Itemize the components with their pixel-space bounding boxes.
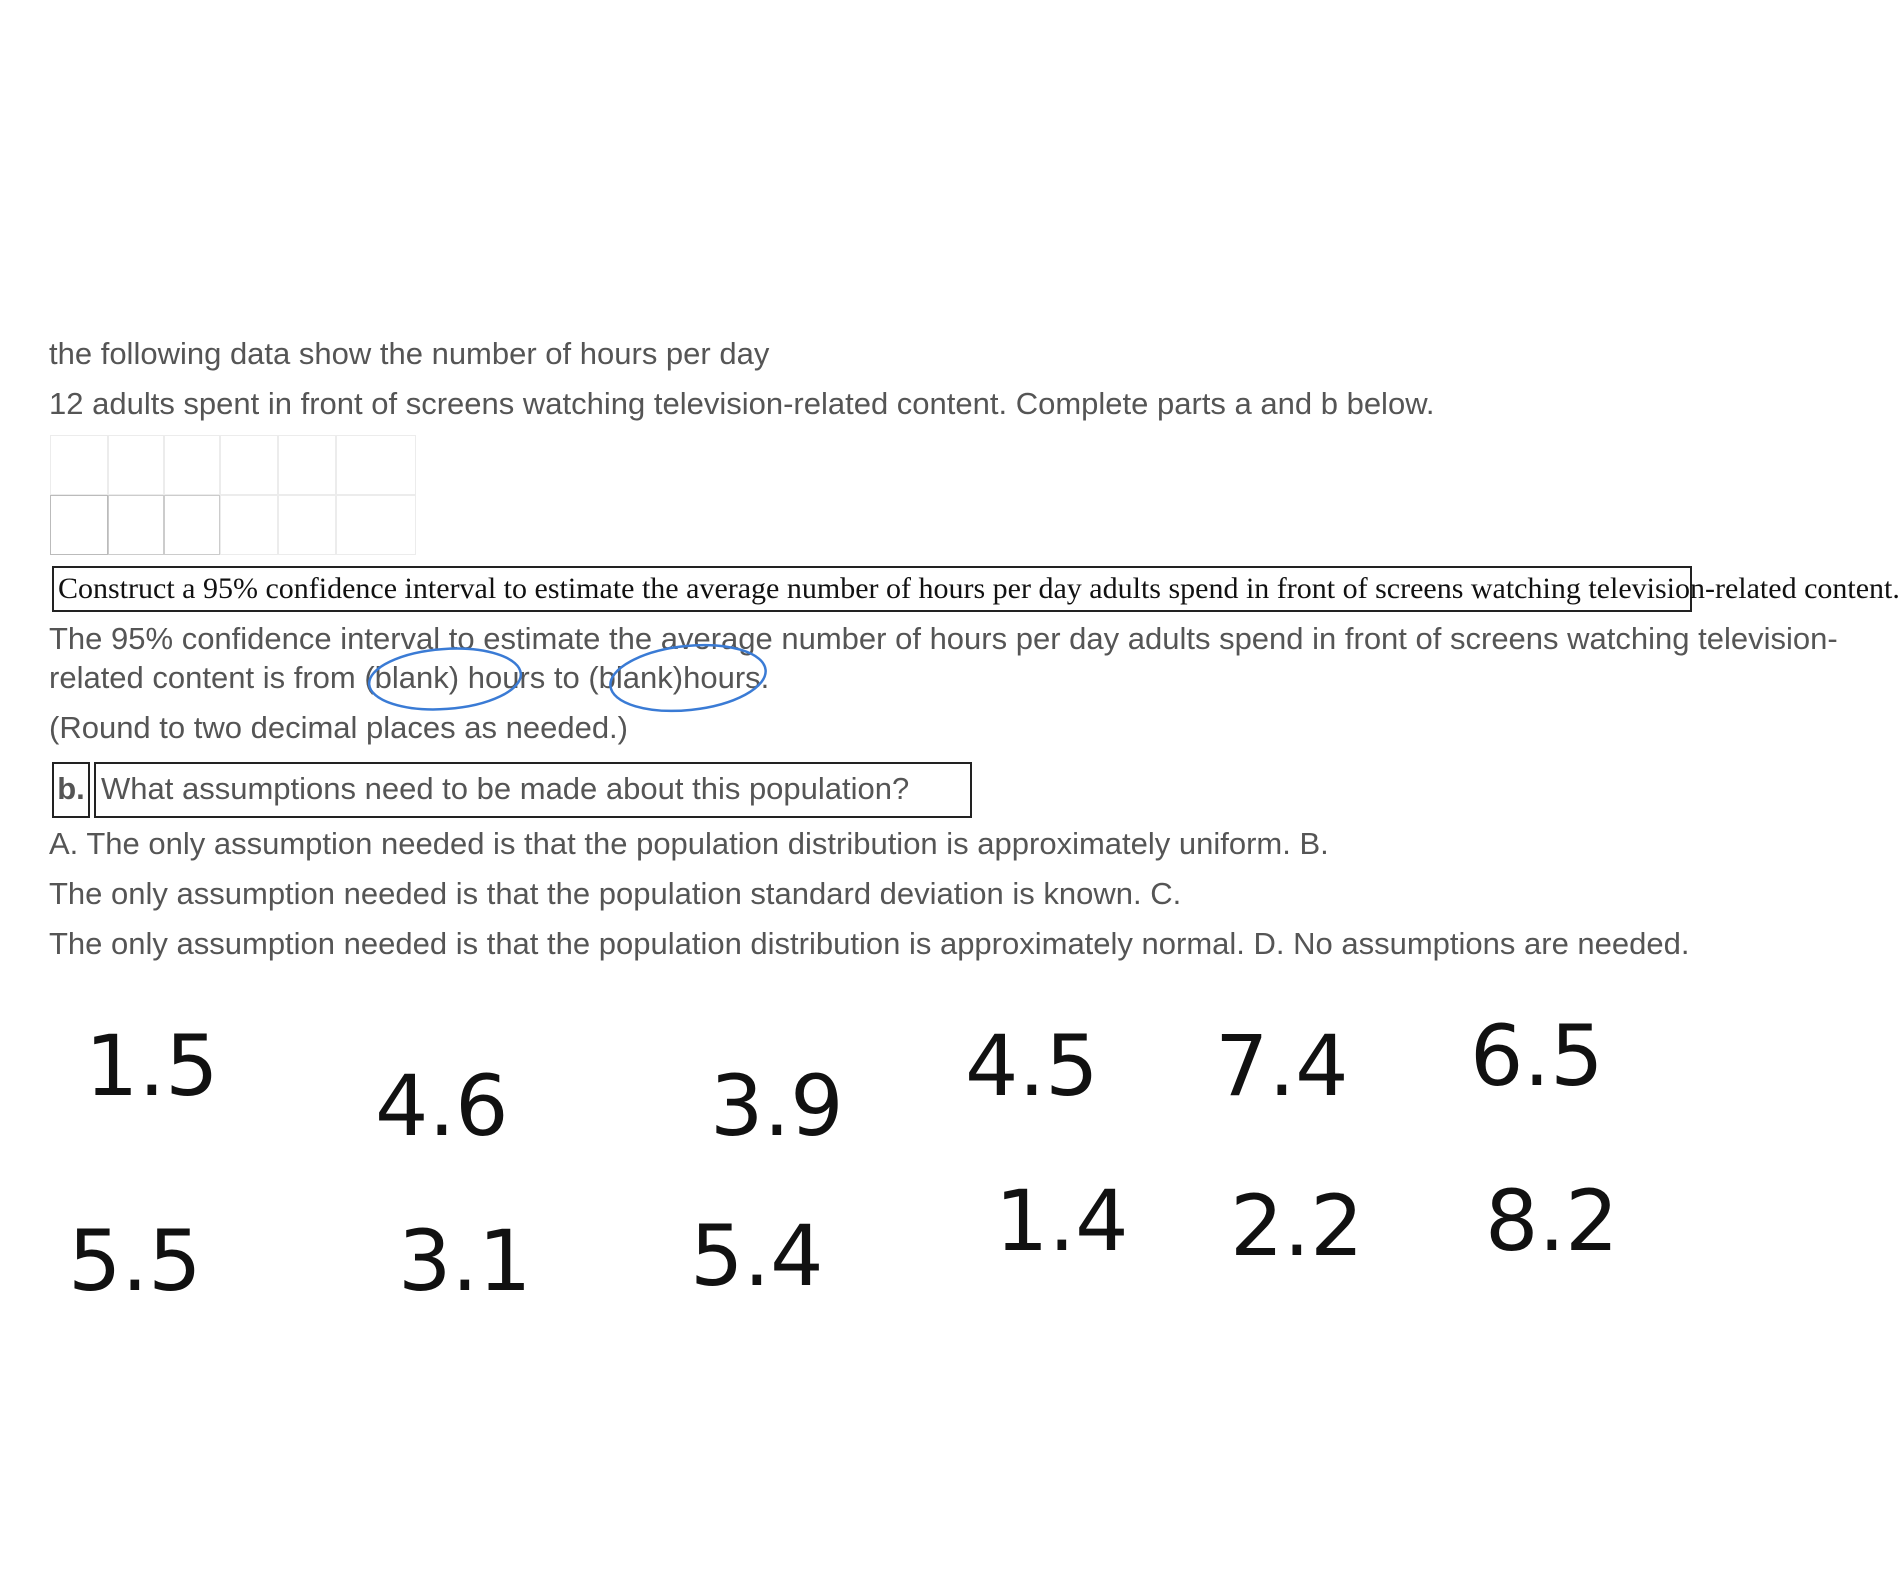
hw-value-r1-2: 4.6: [375, 1057, 509, 1155]
hw-value-r1-6: 6.5: [1470, 1007, 1604, 1105]
option-line-2[interactable]: The only assumption needed is that the population standard deviation is known. C.: [49, 876, 1182, 911]
hw-value-r2-4: 1.4: [995, 1172, 1129, 1270]
blank-2[interactable]: (blank): [588, 660, 684, 695]
answer-mid: hours to: [459, 660, 589, 695]
option-line-1[interactable]: A. The only assumption needed is that the population distribution is approximately uniform. B.: [49, 826, 1329, 861]
blank-1[interactable]: (blank): [364, 660, 460, 695]
handwritten-row-2: [68, 1172, 1619, 1310]
hw-value-r2-5: 2.2: [1230, 1177, 1364, 1275]
option-line-3[interactable]: The only assumption needed is that the population distribution is approximately normal. D. No assumptions are needed.: [49, 926, 1690, 961]
intro-line-1: the following data show the number of hours per day: [49, 336, 770, 371]
answer-suffix: hours.: [683, 660, 770, 695]
data-table-faint: [50, 435, 420, 557]
hw-value-r2-6: 8.2: [1485, 1172, 1619, 1270]
part-b-question: What assumptions need to be made about this population?: [94, 762, 972, 818]
answer-prefix: related content is from: [49, 660, 365, 695]
hw-value-r2-1: 5.5: [68, 1212, 202, 1310]
hw-value-r2-2: 3.1: [398, 1212, 532, 1310]
part-a-answer-line-2: [49, 659, 769, 697]
hw-value-r1-3: 3.9: [710, 1057, 844, 1155]
intro-line-2: 12 adults spent in front of screens watching television-related content. Complete parts a and b below.: [49, 386, 1435, 421]
round-note: (Round to two decimal places as needed.): [49, 710, 628, 745]
part-a-question: Construct a 95% confidence interval to estimate the average number of hours per day adults spend in front of screens watching television-related content.: [52, 566, 1692, 612]
hw-value-r2-3: 5.4: [690, 1207, 824, 1305]
hw-value-r1-4: 4.5: [965, 1017, 1099, 1115]
handwritten-row-1: [85, 1007, 1604, 1155]
part-a-answer-line-1: The 95% confidence interval to estimate the average number of hours per day adults spend in front of screens watching television-: [49, 621, 1838, 656]
hw-value-r1-1: 1.5: [85, 1017, 219, 1115]
part-b-label: b.: [52, 762, 90, 818]
hw-value-r1-5: 7.4: [1215, 1017, 1349, 1115]
